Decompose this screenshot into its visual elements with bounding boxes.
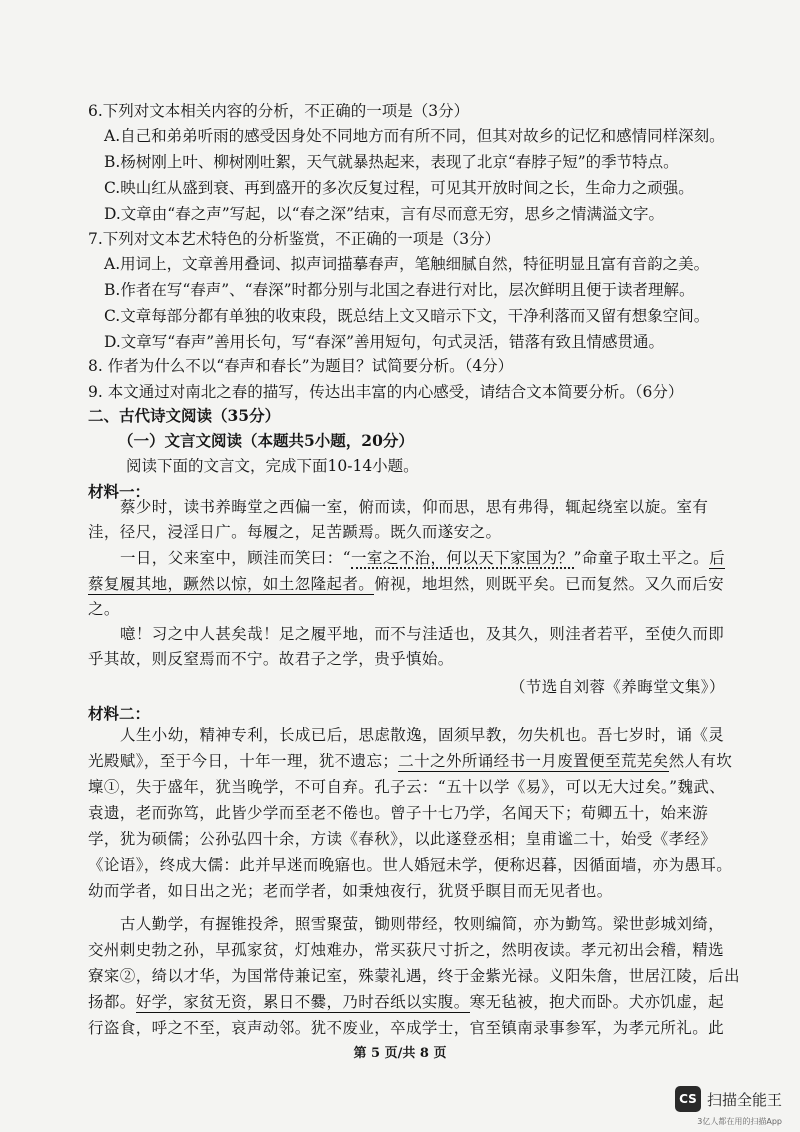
material2-p1-text: 然人有坎 <box>668 752 733 770</box>
q6-option-b: B.杨树刚上叶、柳树刚吐絮，天气就暴热起来，表现了北京“春脖子短”的季节特点。 <box>104 153 679 171</box>
material2-p1-line1: 人生小幼，精神专利，长成已后，思虑散逸，固须早教，勿失机也。吾七岁时，诵《灵 <box>120 726 725 744</box>
material2-p1-line3: 壈①，失于盛年，犹当晚学，不可自弃。孔子云：“五十以学《易》，可以无大过矣。”魏武、 <box>88 778 726 796</box>
q7-stem: 7.下列对文本艺术特色的分析鉴赏，不正确的一项是（3分） <box>88 230 501 248</box>
material2-p1-text: 光殿赋》，至于今日，十年一理，犹不遗忘； <box>88 752 399 770</box>
q9: 9. 本文通过对南北之春的描写，传达出丰富的内心感受，请结合文本简要分析。（6分） <box>88 383 684 401</box>
watermark-title: 扫描全能王 <box>706 1090 782 1109</box>
material2-p1-line4: 袁遗，老而弥笃，此皆少学而至老不倦也。曾子十七乃学，名闻天下；荀卿五十，始来游 <box>88 804 709 822</box>
underlined-sentence: 好学，家贫无资，累日不爨，乃时吞纸以实腹。 <box>135 993 470 1011</box>
material2-p2-line4 <box>88 991 724 1013</box>
material2-p1-line2 <box>88 750 732 772</box>
material2-p2-text: 扬都。 <box>88 993 136 1011</box>
material2-label: 材料二： <box>88 704 151 723</box>
section-subheading: （一）文言文阅读（本题共5小题，20分） <box>118 431 414 450</box>
watermark-subtitle: 3亿人都在用的扫描App <box>697 1117 782 1126</box>
material1-p2-text: 一日，父来室中，顾洼而笑曰：“ <box>120 549 351 567</box>
material2-p2-line2: 交州刺史勃之孙，早孤家贫，灯烛难办，常买荻尺寸折之，然明夜读。孝元初出会稽，精选 <box>88 941 725 959</box>
q6-option-c: C.映山红从盛到衰、再到盛开的多次反复过程，可见其开放时间之长，生命力之顽强。 <box>104 179 694 197</box>
underlined-sentence: 二十之外所诵经书一月废置便至荒芜矣 <box>398 752 669 770</box>
material1-p2-line2 <box>88 573 724 595</box>
material2-p1-line7: 幼而学者，如日出之光；老而学者，如秉烛夜行，犹贤乎瞑目而无见者也。 <box>88 882 613 900</box>
material2-p2-text: 寒无毡被，抱犬而卧。犬亦饥虚，起 <box>469 993 725 1011</box>
material1-p3-line1: 噫！习之中人甚矣哉！足之履平地，而不与洼适也，及其久，则洼者若平，至使久而即 <box>120 625 725 643</box>
material1-p3-line2: 乎其故，则反窒焉而不宁。故君子之学，贵乎慎始。 <box>88 650 454 668</box>
q6-option-a: A.自己和弟弟听雨的感受因身处不同地方而有所不同，但其对故乡的记忆和感情同样深刻。 <box>104 127 725 145</box>
material1-p1-line2: 洼，径尺，浸淫日广。每履之，足苦踬焉。既久而遂安之。 <box>88 523 502 541</box>
underlined-sentence: 蔡复履其地，蹶然以惊，如土忽隆起者。 <box>88 575 375 593</box>
material1-p2-text: ”命童子取土平之。 <box>573 549 710 567</box>
material1-p2-line3: 之。 <box>88 600 120 618</box>
material1-p1-line1: 蔡少时，读书养晦堂之西偏一室，俯而读，仰而思，思有弗得，辄起绕室以旋。室有 <box>120 498 709 516</box>
camscanner-logo-icon: CS <box>675 1086 701 1112</box>
material2-p2-line5: 行盗食，呼之不至，哀声动邻。犹不废业，卒成学士，官至镇南录事参军，为孝元所礼。此 <box>88 1019 725 1037</box>
material2-p2-line1: 古人勤学，有握锥投斧，照雪聚萤，锄则带经，牧则编简，亦为勤笃。梁世彭城刘绮， <box>120 915 725 933</box>
material1-source: （节选自刘蓉《养晦堂文集》） <box>510 678 725 696</box>
q7-option-c: C.文章每部分都有单独的收束段，既总结上文又暗示下文，干净利落而又留有想象空间。 <box>104 307 710 325</box>
section-heading: 二、古代诗文阅读（35分） <box>88 406 281 425</box>
material2-p1-line5: 学，犹为硕儒；公孙弘四十余，方读《春秋》，以此遂登丞相；皇甫谧二十，始受《孝经》 <box>88 830 717 848</box>
dotted-emphasis: 一室之不治，何以天下家国为？ <box>350 549 574 567</box>
q6-stem: 6.下列对文本相关内容的分析，不正确的一项是（3分） <box>88 102 470 120</box>
q8: 8. 作者为什么不以“春声和春长”为题目？试简要分析。（4分） <box>88 357 514 375</box>
material2-p1-line6: 《论语》，终成大儒：此并早迷而晚寤也。世人婚冠未学，便称迟暮，因循面墙，亦为愚耳。 <box>88 856 733 874</box>
q7-option-a: A.用词上，文章善用叠词、拟声词描摹春声，笔触细腻自然，特征明显且富有音韵之美。 <box>104 255 710 273</box>
material1-p2-line1 <box>120 547 725 569</box>
material2-p2-line3: 寮寀②，绮以才华，为国常侍兼记室，殊蒙礼遇，终于金紫光禄。义阳朱詹，世居江陵，后出 <box>88 967 740 985</box>
q7-option-d: D.文章写“春声”善用长句，写“春深”善用短句，句式灵活，错落有致且情感贯通。 <box>104 333 665 351</box>
scanner-watermark <box>675 1086 782 1126</box>
material1-label: 材料一： <box>88 482 151 501</box>
underlined-sentence: 后 <box>709 549 725 567</box>
material1-p2-text: 俯视，地坦然，则既平矣。已而复然。又久而后安 <box>374 575 725 593</box>
q6-option-d: D.文章由“春之声”写起，以“春之深”结束，言有尽而意无穷，思乡之情满溢文字。 <box>104 205 665 223</box>
reading-instruction: 阅读下面的文言文，完成下面10-14小题。 <box>126 457 419 475</box>
q7-option-b: B.作者在写“春声”、“春深”时都分别与北国之春进行对比，层次鲜明且便于读者理解。 <box>104 281 695 299</box>
page-number: 第 5 页/共 8 页 <box>353 1046 447 1061</box>
